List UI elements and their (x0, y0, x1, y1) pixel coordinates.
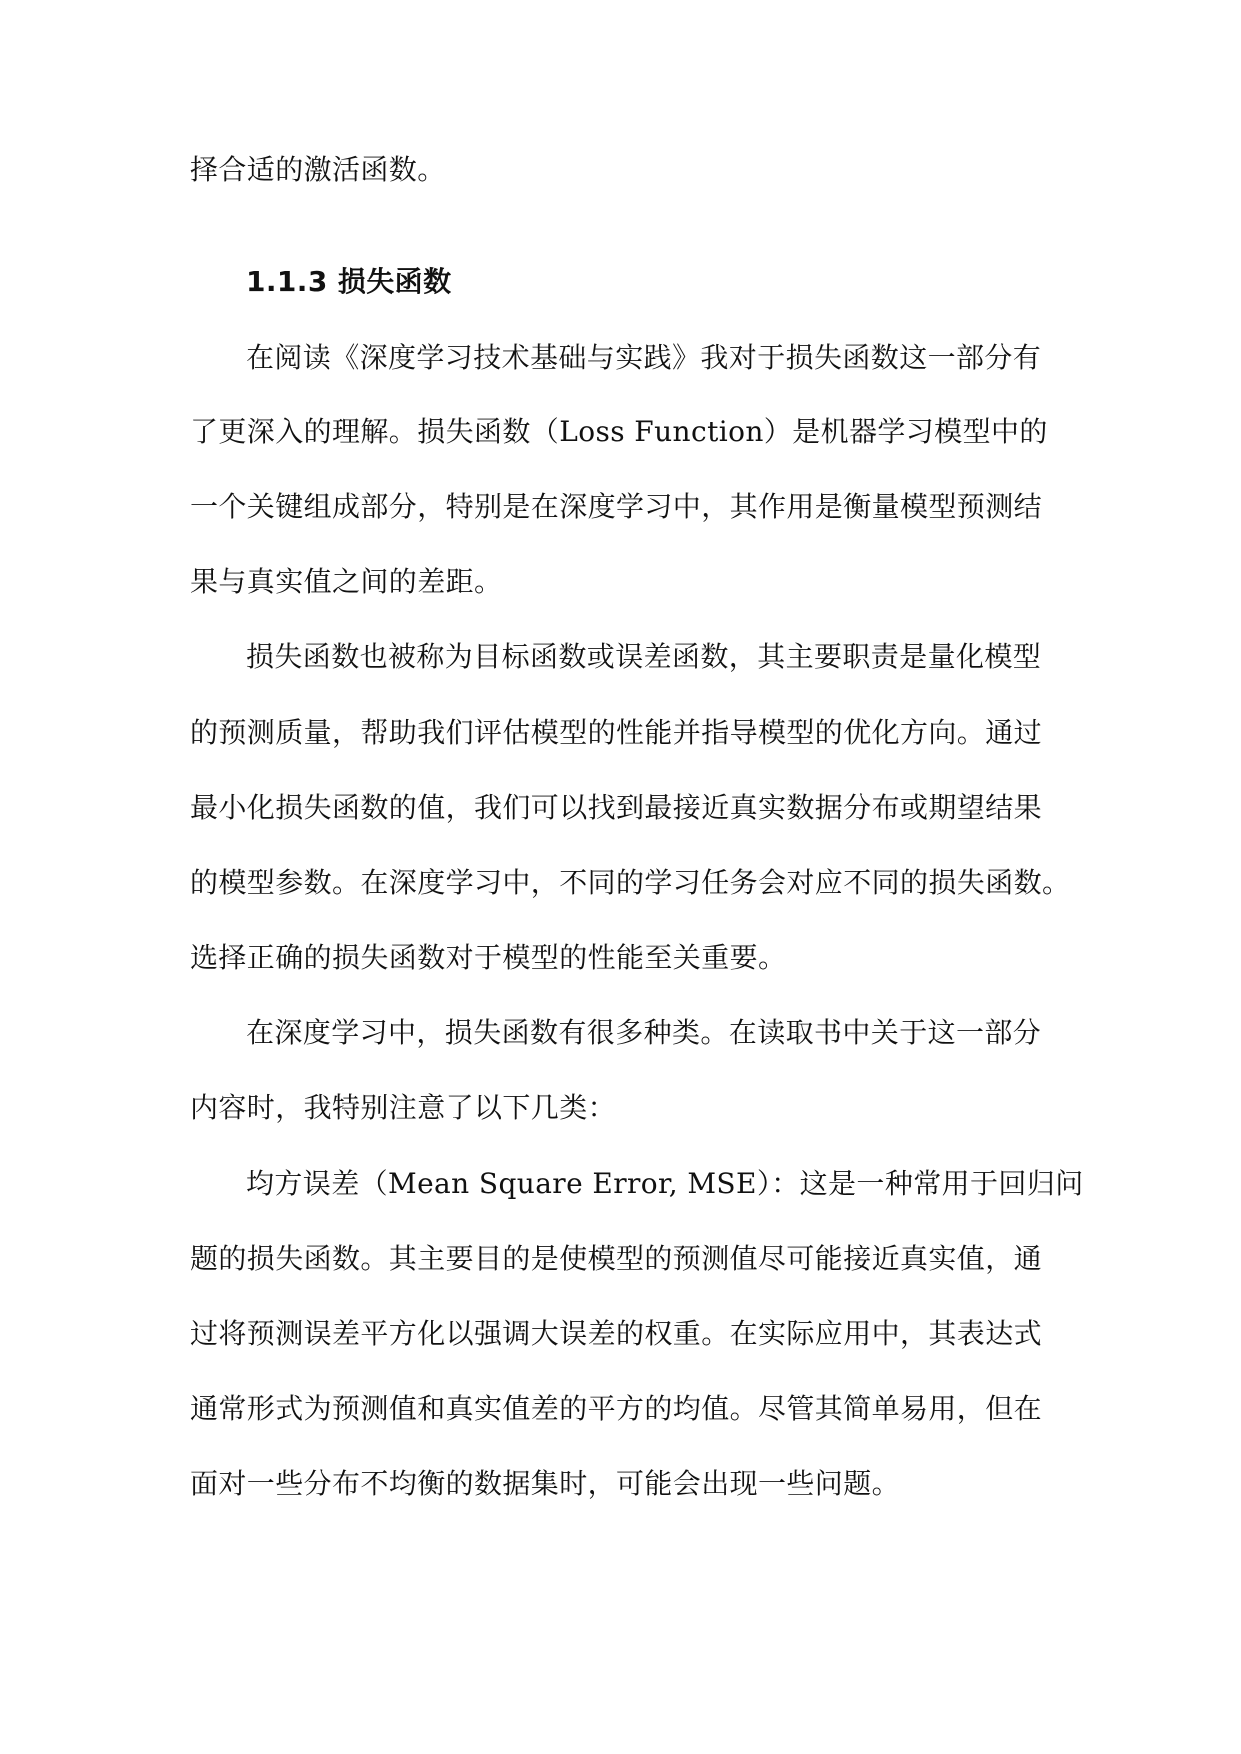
text-line-3: 了更深入的理解。损失函数（Loss Function）是机器学习模型中的 (190, 415, 1048, 448)
text-line-6: 损失函数也被称为目标函数或误差函数，其主要职责是量化模型 (246, 640, 1042, 673)
text-line-1: 择合适的激活函数。 (190, 153, 446, 186)
text-line-12: 内容时，我特别注意了以下几类： (190, 1091, 617, 1124)
text-line-2: 在阅读《深度学习技术基础与实践》我对于损失函数这一部分有 (246, 341, 1042, 374)
section-heading: 1.1.3 损失函数 (246, 265, 452, 298)
text-line-13: 均方误差（Mean Square Error, MSE）：这是一种常用于回归问 (246, 1167, 1084, 1200)
text-line-10: 选择正确的损失函数对于模型的性能至关重要。 (190, 941, 787, 974)
text-line-16: 通常形式为预测值和真实值差的平方的均值。尽管其简单易用，但在 (190, 1392, 1043, 1425)
text-line-11: 在深度学习中，损失函数有很多种类。在读取书中关于这一部分 (246, 1016, 1042, 1049)
text-line-5: 果与真实值之间的差距。 (190, 565, 503, 598)
text-line-14: 题的损失函数。其主要目的是使模型的预测值尽可能接近真实值，通 (190, 1242, 1043, 1275)
text-line-4: 一个关键组成部分，特别是在深度学习中，其作用是衡量模型预测结 (190, 490, 1043, 523)
text-line-7: 的预测质量，帮助我们评估模型的性能并指导模型的优化方向。通过 (190, 716, 1043, 749)
text-line-15: 过将预测误差平方化以强调大误差的权重。在实际应用中，其表达式 (190, 1317, 1043, 1350)
text-line-8: 最小化损失函数的值，我们可以找到最接近真实数据分布或期望结果 (190, 791, 1043, 824)
text-line-17: 面对一些分布不均衡的数据集时，可能会出现一些问题。 (190, 1467, 901, 1500)
text-line-9: 的模型参数。在深度学习中，不同的学习任务会对应不同的损失函数。 (190, 866, 1071, 899)
